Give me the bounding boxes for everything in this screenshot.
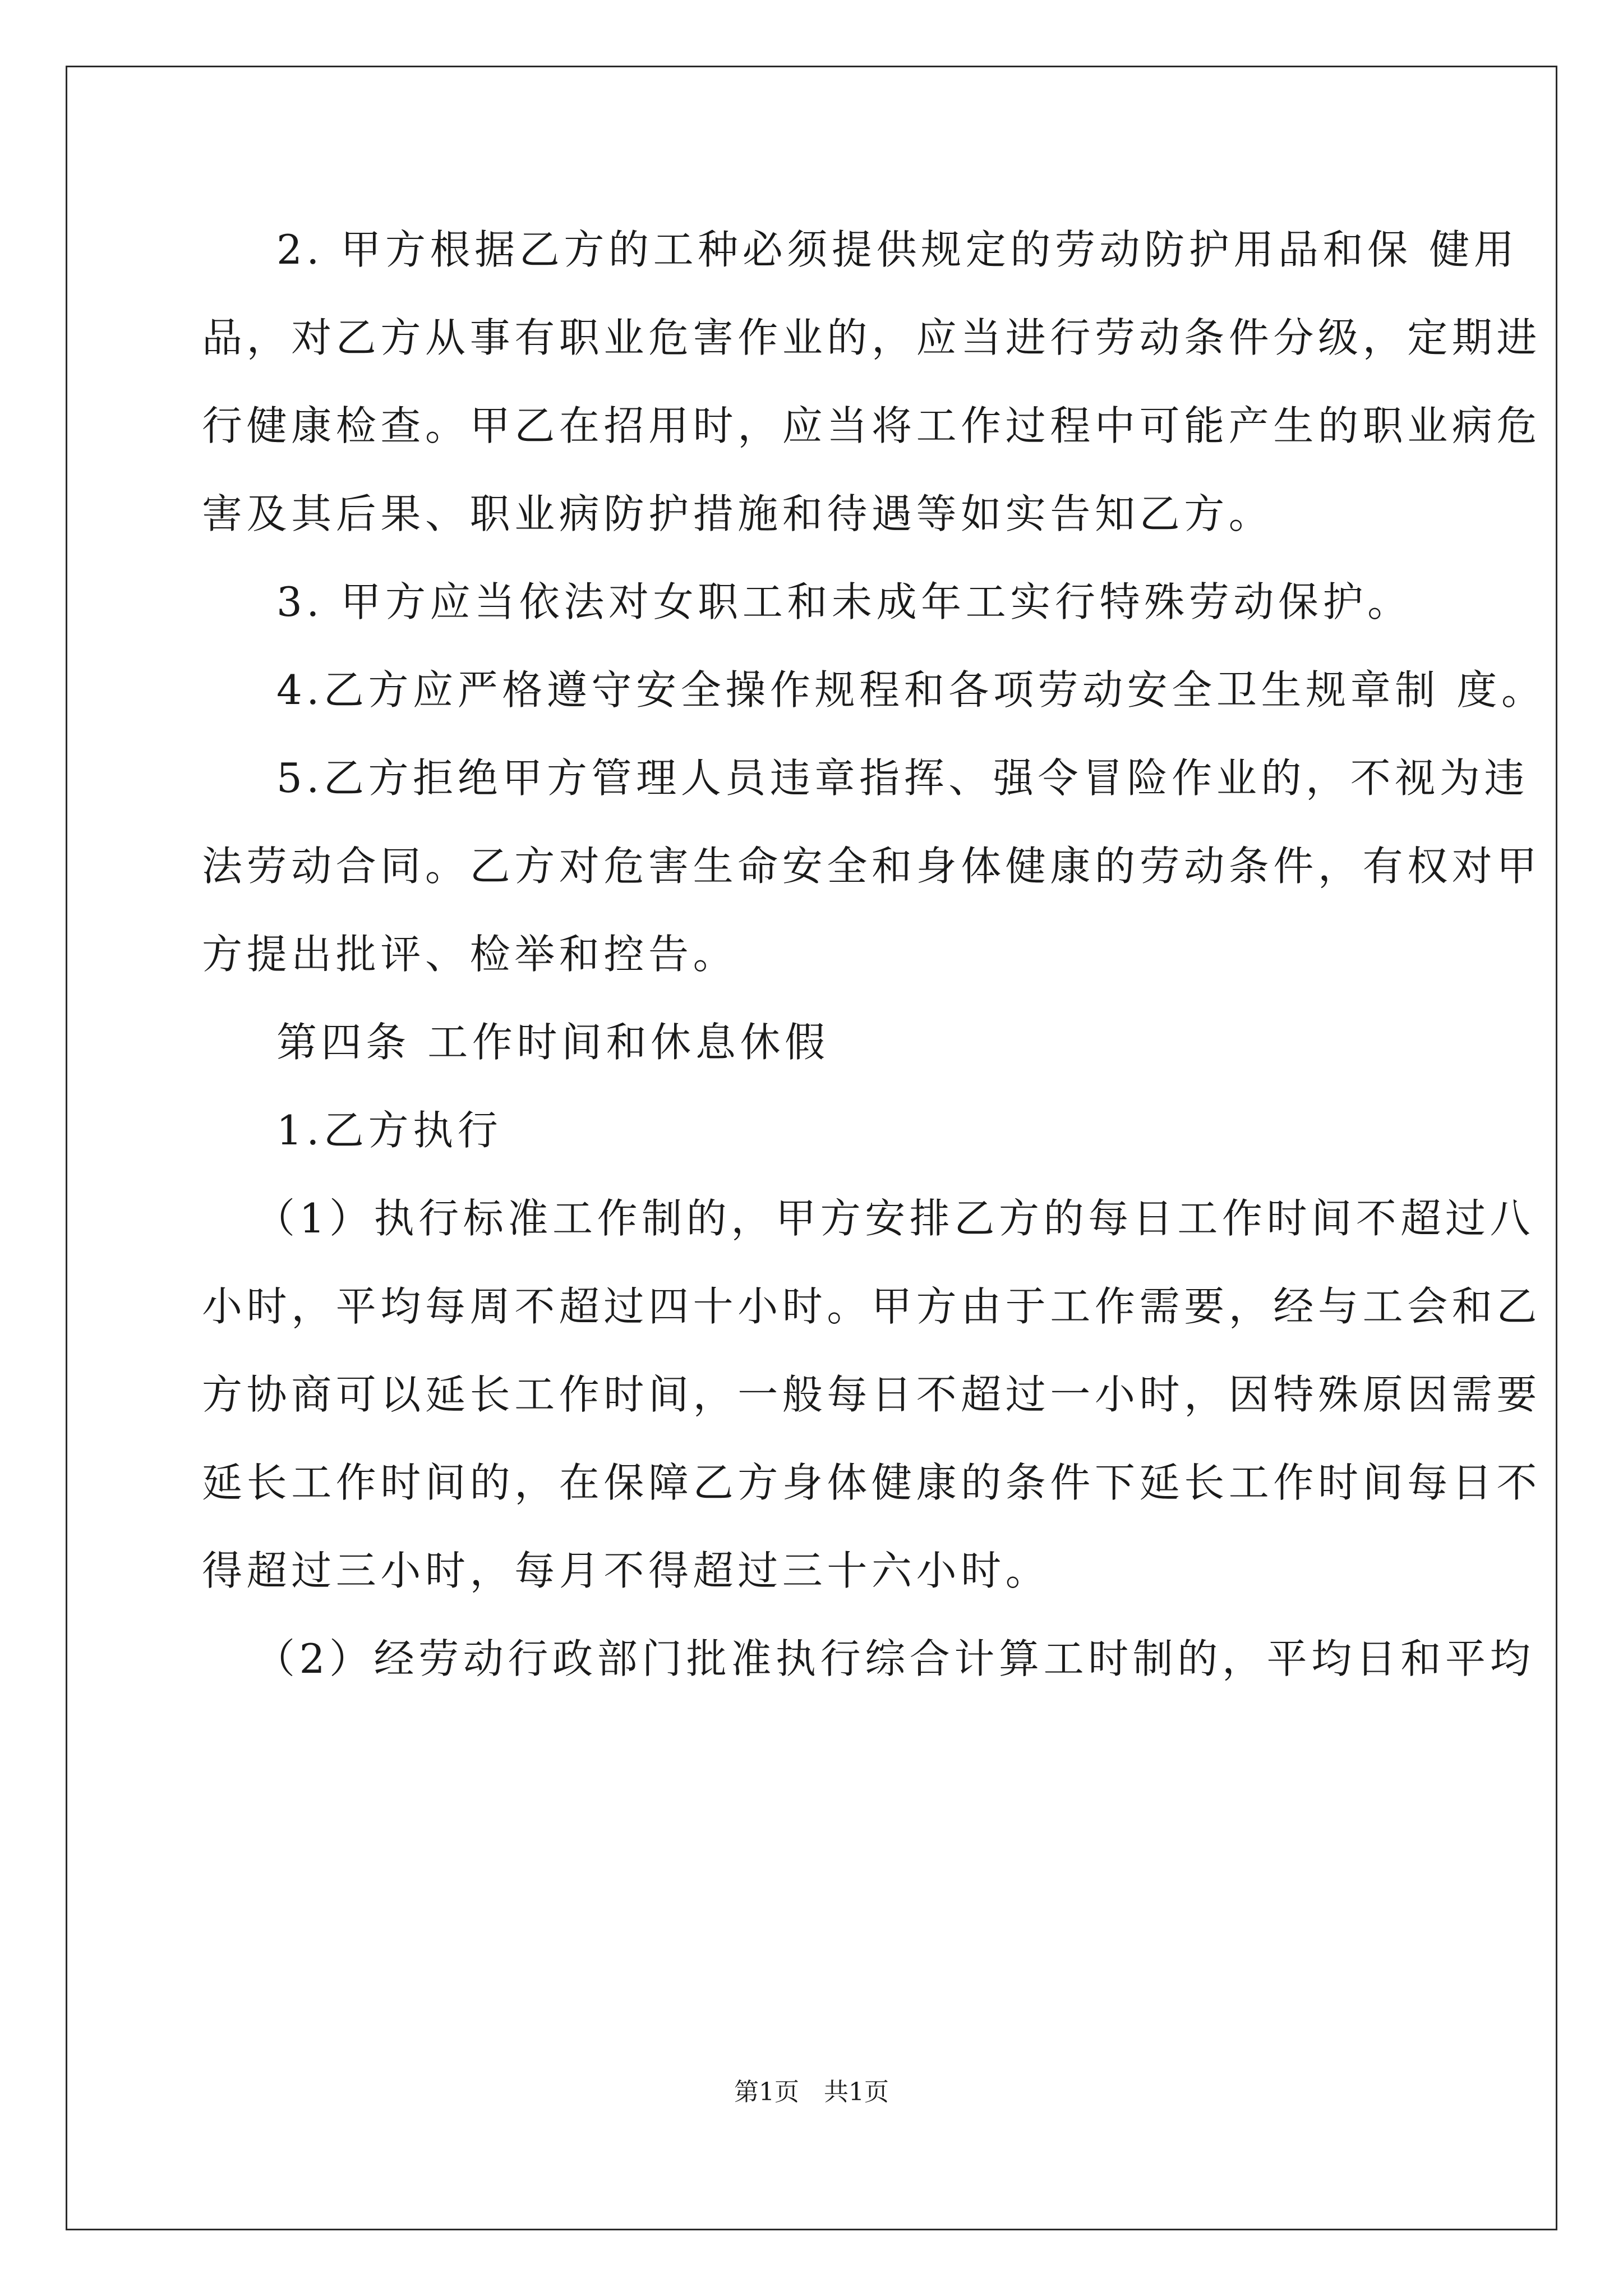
paragraph-line: 法劳动合同。乙方对危害生命安全和身体健康的劳动条件，有权对甲 [202,843,1542,890]
paragraph-line: 延长工作时间的，在保障乙方身体健康的条件下延长工作时间每日不 [202,1459,1542,1506]
section-heading: 第四条 工作时间和休息休假 [276,1019,829,1066]
paragraph-line: 方协商可以延长工作时间，一般每日不超过一小时，因特殊原因需要 [202,1371,1542,1418]
paragraph-line: 2. 甲方根据乙方的工种必须提供规定的劳动防护用品和保 健用 [276,226,1519,273]
paragraph-line: （1）执行标准工作制的，甲方安排乙方的每日工作时间不超过八 [255,1195,1535,1242]
paragraph-line: 行健康检查。甲乙在招用时，应当将工作过程中可能产生的职业病危 [202,402,1542,449]
paragraph-line: 害及其后果、职业病防护措施和待遇等如实告知乙方。 [202,490,1274,537]
paragraph-line: 小时，平均每周不超过四十小时。甲方由于工作需要，经与工会和乙 [202,1283,1542,1330]
paragraph-line: 4.乙方应严格遵守安全操作规程和各项劳动安全卫生规章制 度。 [276,666,1546,714]
paragraph-line: 3. 甲方应当依法对女职工和未成年工实行特殊劳动保护。 [276,578,1412,625]
paragraph-line: 1.乙方执行 [276,1107,502,1154]
paragraph-line: （2）经劳动行政部门批准执行综合计算工时制的，平均日和平均 [255,1635,1535,1682]
paragraph-line: 得超过三小时，每月不得超过三十六小时。 [202,1547,1050,1594]
page-footer: 第1页 共1页 [734,2078,889,2106]
paragraph-line: 方提出批评、检举和控告。 [202,931,738,978]
paragraph-line: 品，对乙方从事有职业危害作业的，应当进行劳动条件分级，定期进 [202,314,1542,361]
paragraph-line: 5.乙方拒绝甲方管理人员违章指挥、强令冒险作业的，不视为违 [276,754,1529,802]
